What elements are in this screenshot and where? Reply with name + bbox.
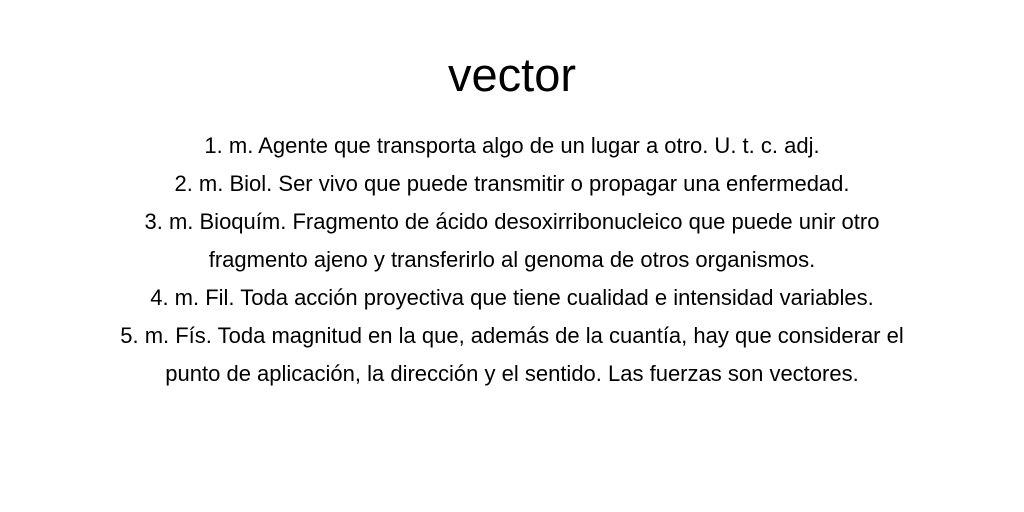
definition-line: 5. m. Fís. Toda magnitud en la que, además de la cuantía, hay que considerar el [120, 323, 904, 348]
definition-4 [40, 279, 984, 317]
definition-line: punto de aplicación, la dirección y el sentido. Las fuerzas son vectores. [165, 361, 859, 386]
definition-line: 4. m. Fil. Toda acción proyectiva que tiene cualidad e intensidad variables. [150, 285, 874, 310]
definition-line: 1. m. Agente que transporta algo de un lugar a otro. U. t. c. adj. [204, 133, 820, 158]
definition-line: 2. m. Biol. Ser vivo que puede transmitir o propagar una enfermedad. [174, 171, 850, 196]
definition-5 [40, 317, 984, 393]
definition-3 [40, 203, 984, 279]
definition-line: fragmento ajeno y transferirlo al genoma de otros organismos. [208, 247, 816, 272]
entry-word: vector [448, 48, 576, 101]
definition-list [40, 127, 984, 393]
definition-1 [40, 127, 984, 165]
definition-2 [40, 165, 984, 203]
definition-line: 3. m. Bioquím. Fragmento de ácido desoxirribonucleico que puede unir otro [144, 209, 880, 234]
